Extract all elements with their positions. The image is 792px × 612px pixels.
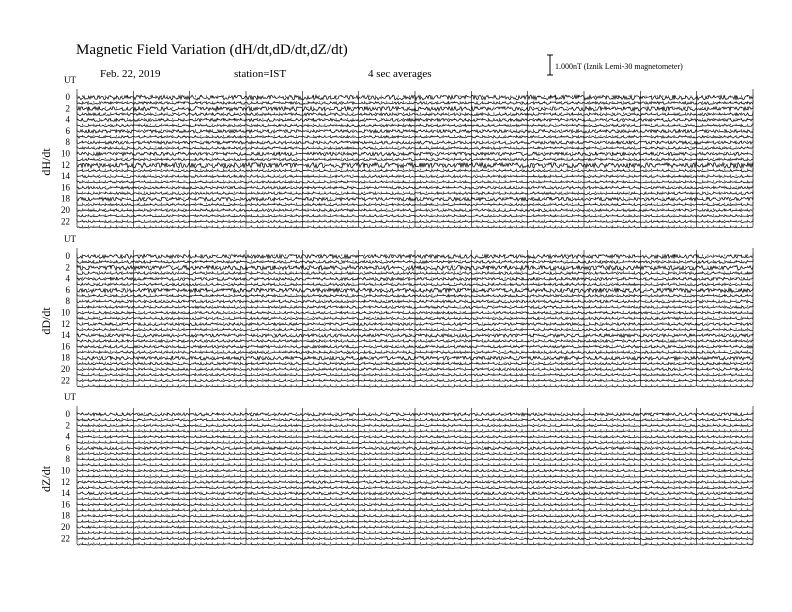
- row-tick-label: 6: [65, 442, 70, 453]
- row-tick-label: 20: [61, 364, 70, 374]
- row-trace: [77, 386, 753, 387]
- row-trace: [77, 227, 753, 228]
- row-tick-label: 12: [61, 476, 70, 487]
- row-tick-label: 20: [61, 522, 70, 532]
- panel-0: [39, 75, 753, 228]
- ut-header: UT: [64, 392, 76, 402]
- row-tick-label: 16: [61, 341, 70, 352]
- row-tick-label: 6: [65, 125, 70, 136]
- panels: [39, 75, 753, 545]
- ut-header: UT: [64, 234, 76, 244]
- row-tick-label: 8: [65, 454, 70, 465]
- row-tick-label: 2: [65, 103, 70, 114]
- row-tick-label: 10: [61, 148, 70, 159]
- row-tick-label: 8: [65, 296, 70, 307]
- ut-header: UT: [64, 75, 76, 85]
- row-tick-label: 16: [61, 182, 70, 193]
- panel-label: dD/dt: [39, 307, 53, 335]
- panel-2: [39, 392, 753, 545]
- chart-station: station=IST: [234, 68, 287, 80]
- row-tick-label: 4: [65, 431, 70, 442]
- row-tick-label: 2: [65, 262, 70, 273]
- row-tick-label: 18: [61, 352, 70, 363]
- row-tick-label: 20: [61, 205, 70, 215]
- row-tick-label: 14: [61, 171, 70, 182]
- row-tick-label: 18: [61, 510, 70, 521]
- chart-title: Magnetic Field Variation (dH/dt,dD/dt,dZ/dt): [76, 42, 348, 58]
- row-ticks: [77, 248, 753, 256]
- row-tick-label: 6: [65, 284, 70, 295]
- row-trace: [77, 544, 753, 545]
- row-tick-label: 0: [65, 409, 70, 419]
- panel-1: [39, 234, 753, 387]
- row-tick-label: 14: [61, 488, 70, 499]
- row-tick-label: 12: [61, 159, 70, 170]
- row-tick-label: 2: [65, 420, 70, 431]
- panel-label: dZ/dt: [39, 465, 53, 492]
- row-tick-label: 8: [65, 137, 70, 148]
- row-tick-label: 0: [65, 92, 70, 102]
- scale-bar: [547, 55, 683, 75]
- row-tick-label: 10: [61, 465, 70, 476]
- row-tick-label: 22: [61, 533, 70, 544]
- row-tick-label: 0: [65, 251, 70, 261]
- row-tick-label: 4: [65, 114, 70, 125]
- row-tick-label: 14: [61, 330, 70, 341]
- row-tick-label: 18: [61, 193, 70, 204]
- row-tick-label: 4: [65, 273, 70, 284]
- row-tick-label: 16: [61, 499, 70, 510]
- row-tick-label: 22: [61, 375, 70, 386]
- chart-averaging: 4 sec averages: [368, 68, 432, 80]
- row-tick-label: 22: [61, 216, 70, 227]
- chart-date: Feb. 22, 2019: [100, 68, 161, 80]
- panel-label: dH/dt: [39, 148, 53, 176]
- row-tick-label: 10: [61, 307, 70, 318]
- scale-bar-label: 1.000nT (Iznik Lemi-30 magnetometer): [555, 62, 683, 71]
- row-tick-label: 12: [61, 318, 70, 329]
